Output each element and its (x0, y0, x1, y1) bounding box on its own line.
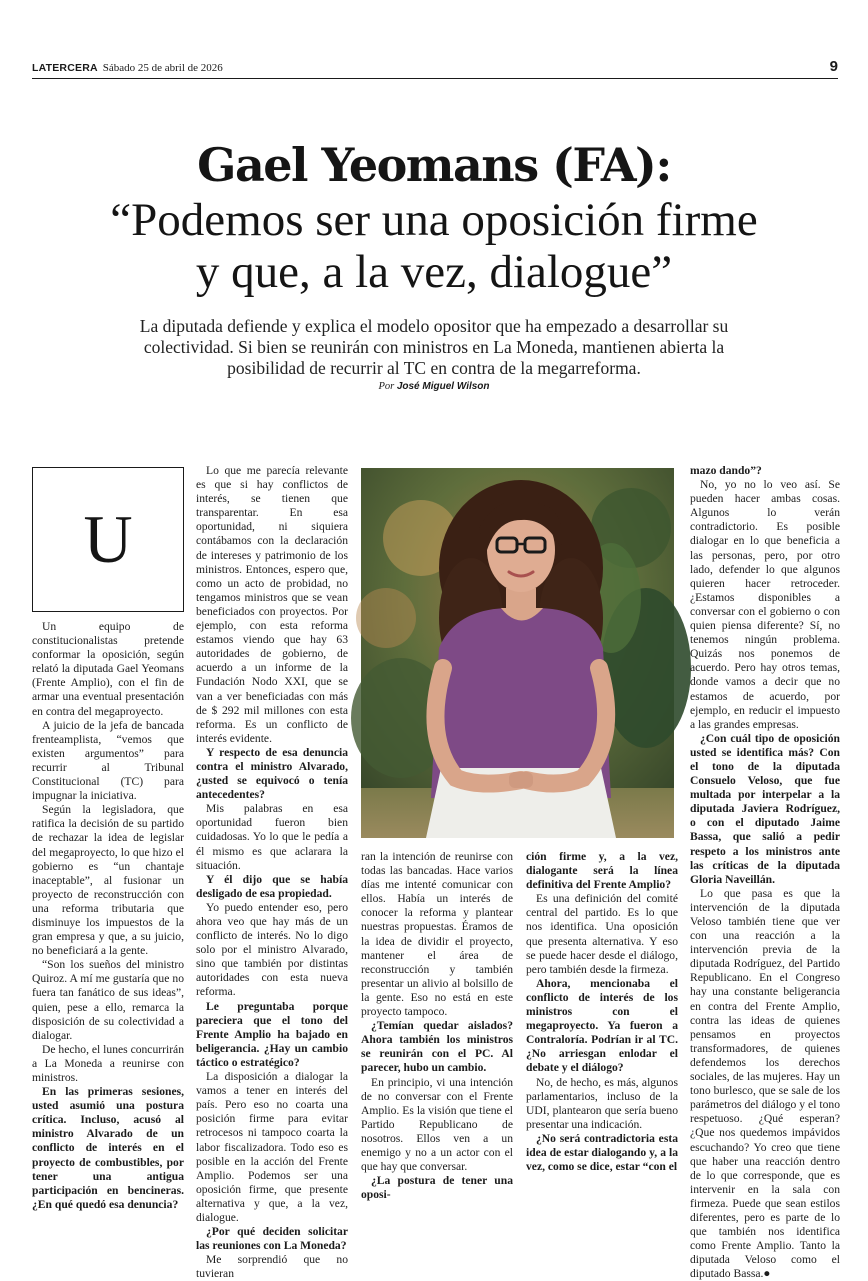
article-column-5 (690, 464, 840, 1281)
byline-author: José Miguel Wilson (396, 381, 490, 392)
body-paragraph: “Son los sueños del ministro Quiroz. A mí me gustaría que no fuera tan fanático de sus ideas”, quien, pese a ello, remarca la disposición de su colectividad a dialogar. (32, 958, 184, 1042)
byline-prefix: Por (378, 381, 395, 392)
body-paragraph: No, yo no lo veo así. Se pueden hacer ambas cosas. Algunos lo verán contradictorio. Es posible dialogar en lo que beneficia a las personas, pero, por otro lado, defender lo que algunos quieren hacer retroceder. ¿Estamos disponibles a conversar con el gobierno o con quien piensa diferente? Sí, no tenemos ningún problema. Quizás nos ponemos de acuerdo. Pero hay otros temas, donde vamos a decir que no estamos de acuerdo, por ejemplo, en reducir el impuesto a las grandes empresas. (690, 478, 840, 731)
masthead (32, 62, 223, 74)
interview-question: ¿La postura de tener una oposi- (361, 1174, 513, 1202)
end-mark: ● (763, 1267, 771, 1281)
body-paragraph: Mis palabras en esa oportunidad fueron bien cuidadosas. Yo lo que le pedía a él mismo es que aclarara la situación. (196, 802, 348, 872)
body-paragraph: A juicio de la jefa de bancada frenteamplista, “vemos que existen argumentos” para recurrir al Tribunal Constitucional (TC) para impugnar la iniciativa. (32, 718, 184, 803)
issue-date: Sábado 25 de abril de 2026 (102, 62, 223, 74)
body-paragraph: Me sorprendió que no tuvieran (196, 1253, 348, 1281)
body-paragraph: Un equipo de constitucionalistas pretende conformar la oposición, según relató la diputada Gael Yeomans (Frente Amplio), con el fin de armar una eventual presentación en contra del megaproyecto. (32, 620, 184, 718)
interview-question: ¿Por qué deciden solicitar las reuniones con La Moneda? (196, 1225, 348, 1253)
interview-question: En las primeras sesiones, usted asumió una postura crítica. Incluso, acusó al ministro Alvarado de un conflicto de interés en el proyecto de combustibles, por tener una antigua participación en bencineras. ¿En qué quedó esa denuncia? (32, 1085, 184, 1211)
interview-question: ¿Temían quedar aislados? Ahora también los ministros se reunirán con el PC. Al parecer, hubo un cambio. (361, 1019, 513, 1075)
article-column-4 (526, 850, 678, 1174)
interview-question: ¿No será contradictoria esta idea de estar dialogando y, a la vez, como se dice, estar “con el (526, 1131, 678, 1174)
interview-question: Ahora, mencionaba el conflicto de interés de los ministros con el megaproyecto. Ya fueron a Contraloría. Podrían ir al TC. ¿No arriesgan enlodar el debate y el diálogo? (526, 976, 678, 1075)
drop-initial-box (32, 467, 184, 612)
article-column-1 (32, 620, 184, 1212)
page-number: 9 (829, 58, 838, 75)
article-column-2 (196, 464, 348, 1281)
body-paragraph: La disposición a dialogar la vamos a tener en interés del país. Pero eso no coarta una posición firme para evitar retrocesos ni tampoco coarta la labor fiscalizadora. Todo eso es posible en la acción del Frente Amplio. Podemos ser una oposición firme, que presente alternativa y que, a la vez, dialogue. (196, 1070, 348, 1224)
portrait-illustration (361, 468, 674, 838)
body-paragraph: Lo que me parecía relevante es que si hay conflictos de interés, se tienen que transparentar. En esa oportunidad, ni siquiera contábamos con la declaración de intereses y patrimonio de los ministros. Entonces, espero que, como un acto de probidad, no tengamos ministros que se vean beneficiados con proyectos. Por ejemplo, con esta reforma estamos viendo que hay 63 autoridades de gobierno, de acuerdo a un informe de la Fundación Nodo XXI, que se van a ver beneficiadas con más de $ 292 mil millones con esta reforma. Es un conflicto de interés evidente. (196, 464, 348, 745)
article-column-3 (361, 850, 513, 1202)
body-paragraph: En principio, vi una intención de no conversar con el Frente Amplio. Es la visión que tiene el Partido Republicano de nosotros. Ellos ven a un enemigo y no a un actor con el que hay que conversar. (361, 1075, 513, 1174)
body-paragraph: De hecho, el lunes concurrirán a La Moneda a reunirse con ministros. (32, 1042, 184, 1084)
interview-question: Le preguntaba porque pareciera que el tono del Frente Amplio ha bajado en beligerancia. ¿Hay un cambio táctico o estratégico? (196, 999, 348, 1069)
headline-quote-line1: “Podemos ser una oposición firme (110, 194, 758, 246)
body-paragraph: Según la legisladora, que ratifica la decisión de su partido de rechazar la idea de legislar del megaproyecto, lo que hizo el gobierno es “un chantaje inaceptable”, al fusionar un proyecto de reconstrucción con una reforma tributaria que disminuye los impuestos de la gran empresa y que, a su juicio, no beneficiará a la gente. (32, 803, 184, 958)
body-paragraph: ran la intención de reunirse con todas las bancadas. Hace varios días me intenté comunicar con ellos. Había un interés de conocer la reforma y plantear nuestras propuestas. Éramos de la idea de dividir el proyecto, mantener el área de reconstrucción y también presentar un alivio al bolsillo de la gente. Eso no está en este proyecto tampoco. (361, 850, 513, 1019)
interview-question: ción firme y, a la vez, dialogante será la línea definitiva del Frente Amplio? (526, 850, 678, 892)
article-deck: La diputada defiende y explica el modelo opositor que ha empezado a desarrollar su colectividad. Si bien se reunirán con ministros en La Moneda, mantienen abierta la posibilidad de recurrir al TC en contra de la megarreforma. (139, 316, 729, 378)
newspaper-brand: LATERCERA (32, 62, 98, 74)
interview-question: mazo dando”? (690, 464, 762, 477)
body-paragraph: Lo que pasa es que la intervención de la diputada Veloso también tiene que ver con una reacción a la intervención previa de la diputada Rodríguez, del Partido Republicano. En el Congreso hay una constante beligerancia en contra del Frente Amplio, contra las ideas de quienes pensamos en proyectos transformadores, de quienes defendemos los derechos sociales, de las mujeres. Hay un tono burlesco, que se sale de los parámetros del diálogo y el tono respetuoso. ¿Qué esperan? ¿Que nos quedemos impávidos escuchando? Yo creo que tiene que haber una reacción dentro de lo que corresponde, que es intervenir en la sala con firmeza. Puede que sean estilos diferentes, pero es parte de lo que también nos identifica como Frente Amplio. Tanto la diputada Veloso como el diputado Bassa.● (690, 886, 840, 1281)
interview-question: Y él dijo que se había desligado de esa propiedad. (196, 872, 348, 900)
body-paragraph: No, de hecho, es más, algunos parlamentarios, incluso de la UDI, plantearon que sería bueno presentar una indicación. (526, 1075, 678, 1131)
byline (0, 381, 868, 392)
body-paragraph: Es una definición del comité central del partido. Es lo que nos identifica. Una oposición que presenta alternativa. Y eso se puede hacer desde el diálogo, pero también desde la firmeza. (526, 892, 678, 976)
headline-quote (0, 194, 868, 298)
drop-initial: U (83, 501, 133, 577)
headline-quote-line2: y que, a la vez, dialogue” (195, 246, 673, 298)
body-paragraph: Yo puedo entender eso, pero ahora veo que hay más de un conflicto de interés. No lo digo solo por el ministro Alvarado, sino que también por distintas autoridades con esta nueva reforma. (196, 900, 348, 999)
headline-name: Gael Yeomans (FA): (197, 138, 671, 192)
header-rule (32, 78, 838, 79)
interview-question: ¿Con cuál tipo de oposición usted se identifica más? Con el tono de la diputada Consuelo Veloso, que fue multada por interpelar a la diputada Javiera Rodríguez, o con el diputado Jaime Bassa, que salió a pedir respeto a los ministros ante las críticas de la diputada Gloria Naveillán. (690, 731, 840, 886)
interview-question: Y respecto de esa denuncia contra el ministro Alvarado, ¿usted se equivocó o tenía antecedentes? (196, 745, 348, 802)
portrait-photo (361, 468, 674, 838)
